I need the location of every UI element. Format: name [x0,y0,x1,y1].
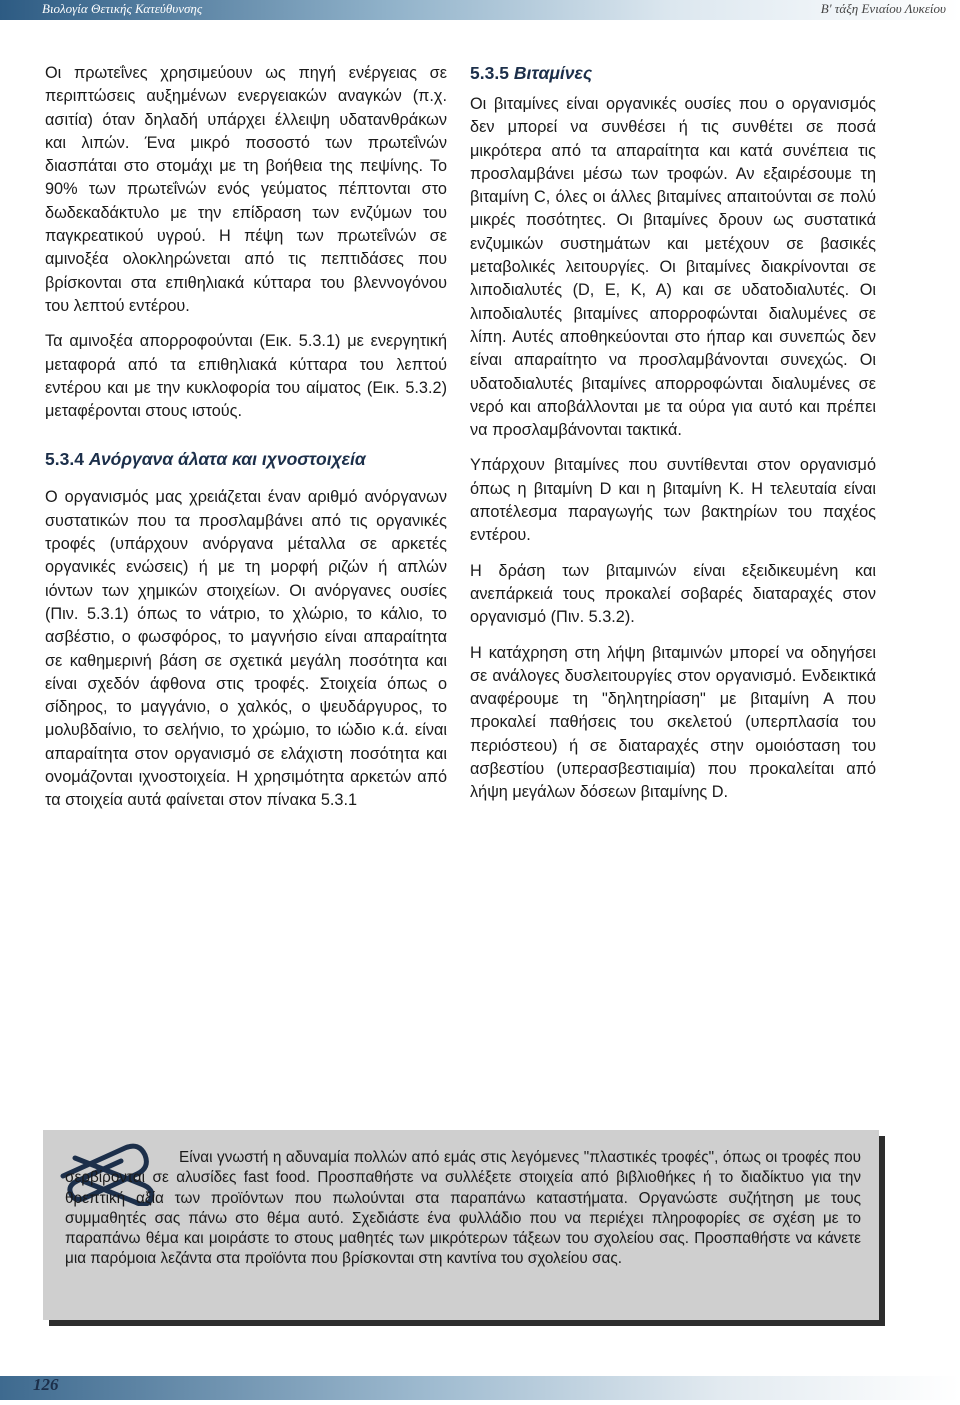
section-heading-vitamins [470,62,876,85]
activity-note-text: Είναι γνωστή η αδυναμία πολλών από εμάς στις λεγόμενες "πλαστικές τροφές", όπως οι τροφές που σερβίρονται σε αλυσίδες fast food. Προσπαθήστε να συλλέξετε στοιχεία από βιβλιοθήκες ή το διαδίκτυο για την θρεπτική αξία των προϊόντων που πωλούνται στα παραπάνω καταστήματα. Οργανώστε συζήτηση με τους συμμαθητές σας πάνω στο θέμα αυτό. Σχεδιάστε ένα φυλλάδιο που να περιέχει πληροφορίες σε σχέση με το παραπάνω θέμα και μοιράστε το στους μαθητές των μικρότερων τάξεων του σχολείου σας. Προσπαθήστε να κάνετε μια παρόμοια λεζάντα στα προϊόντα που βρίσκονται στη καντίνα του σχολείου σας. [65,1149,861,1268]
section-number: 5.3.5 [470,63,509,83]
vitamin-action-paragraph: Η δράση των βιταμινών είναι εξειδικευμένη και ανεπάρκειά τους προκαλεί σοβαρές διαταραχές στον οργανισμό (Πιν. 5.3.2). [470,561,876,627]
section-title: Ανόργανα άλατα και ιχνοστοιχεία [88,449,366,470]
left-column [45,62,447,813]
header-bar [0,0,960,20]
vitamins-paragraph: Οι βιταμίνες είναι οργανικές ουσίες που ο οργανισμός δεν μπορεί να συνθέσει ή τις συνθέτει σε ποσά μικρότερα από τα απαραίτητα και κατά συνέπεια τις προσλαμβάνει μέσω των τροφών. Αν εξαιρέσουμε τη βιταμίνη C, όλες οι άλλες βιταμίνες απαιτούνται σε πολύ μικρές ποσότητες. Οι βιταμίνες δρουν ως συστατικά ενζυμικών συστημάτων και μετέχουν σε βασικές μεταβολικές λειτουργίες. Οι βιταμίνες διακρίνονται σε λιποδιαλυτές (D, E, K, A) και σε υδατοδιαλυτές. Οι λιποδιαλυτές βιταμίνες απορροφώνται διαλυμένες σε λίπη. Αυτές αποθηκεύονται στο ήπαρ και συνεπώς δεν είναι απαραίτητο να προσλαμβάνονται συνεχώς. Οι υδατοδιαλυτές βιταμίνες απορροφώνται διαλυμένες σε νερό και αποβάλλονται με τα ούρα για αυτό και πρέπει να προσλαμβάνονται τακτικά. [470,95,876,440]
section-heading-minerals [45,448,447,471]
footer-bar [0,1376,960,1400]
section-number: 5.3.4 [45,449,84,470]
vitamin-abuse-paragraph: Η κατάχρηση στη λήψη βιταμινών μπορεί να οδηγήσει σε ανάλογες δυσλειτουργίες στον οργανισμό. Ενδεικτικά αναφέρουμε τη "δηλητηρίαση" με βιταμίνη A που προκαλεί παθήσεις του σκελετού (υπερπλασία του περιόστεου) ή σε διαταραχές στην ομοιόσταση του ασβεστίου (υπερασβεστιαιμία) που προκαλείται από λήψη μεγάλων δόσεων βιταμίνης D. [470,643,876,802]
page-number: 126 [33,1375,59,1394]
grade-title: Β' τάξη Ενιαίου Λυκείου [820,1,946,16]
synthesized-vitamins-paragraph: Υπάρχουν βιταμίνες που συντίθενται στον οργανισμό όπως η βιταμίνη D και η βιταμίνη K. Η τελευταία είναι αποτέλεσμα παραγωγής των βακτηρίων του παχέος εντέρου. [470,456,876,545]
activity-note-box [43,1130,879,1320]
right-column [470,62,876,805]
amino-acid-paragraph: Τα αμινοξέα απορροφούνται (Εικ. 5.3.1) με ενεργητική μεταφορά από τα επιθηλιακά κύτταρα του λεπτού εντέρου και με την κυκλοφορία του αίματος (Εικ. 5.3.2) μεταφέρονται στους ιστούς. [45,332,447,421]
book-title: Βιολογία Θετικής Κατεύθυνσης [42,1,203,16]
section-title: Βιταμίνες [513,63,593,83]
protein-paragraph: Οι πρωτεΐνες χρησιμεύουν ως πηγή ενέργειας σε περιπτώσεις αυξημένων ενεργειακών αναγκών (π.χ. ασιτία) όταν δηλαδή υπάρχει έλλειψη υδατανθράκων και λιπών. Ένα μικρό ποσοστό των πρωτεΐνών διασπάται στο στομάχι με τη βοήθεια της πεψίνης. Το 90% των πρωτεΐνών ενός γεύματος πέπτονται στο δωδεκαδάκτυλο με την επίδραση των ενζύμων του παγκρεατικού υγρού. Η πέψη των πρωτεΐνών σε αμινοξέα ολοκληρώνεται από τις πεπτιδάσες που βρίσκονται στα επιθηλιακά κύτταρα του βλεννογόνου του λεπτού εντέρου. [45,64,447,315]
minerals-paragraph: Ο οργανισμός μας χρειάζεται έναν αριθμό ανόργανων συστατικών που τα προσλαμβάνει από τις οργανικές τροφές (υπάρχουν ανόργανα μέταλλα σε αρκετές οργανικές ενώσεις) ή με τη μορφή ριζών ή απλών ιόντων των χημικών στοιχείων. Οι ανόργανες ουσίες (Πιν. 5.3.1) όπως το νάτριο, το χλώριο, το κάλιο, το ασβέστιο, ο φωσφόρος, το μαγνήσιο είναι απαραίτητα σε καθημερινή βάση σε σχετικά μεγάλη ποσότητα και είναι σχεδόν άφθονα στις τροφές. Στοιχεία όπως ο σίδηρος, το μαγγάνιο, ο χαλκός, ο ψευδάργυρος, το μολυβδαίνιο, το σελήνιο, το χρώμιο, το ιώδιο κ.ά. είναι απαραίτητα στον οργανισμό σε ελάχιστη ποσότητα και ονομάζονται ιχνοστοιχεία. Η χρησιμότητα αρκετών από τα στοιχεία αυτά φαίνεται στον πίνακα 5.3.1 [45,488,447,810]
